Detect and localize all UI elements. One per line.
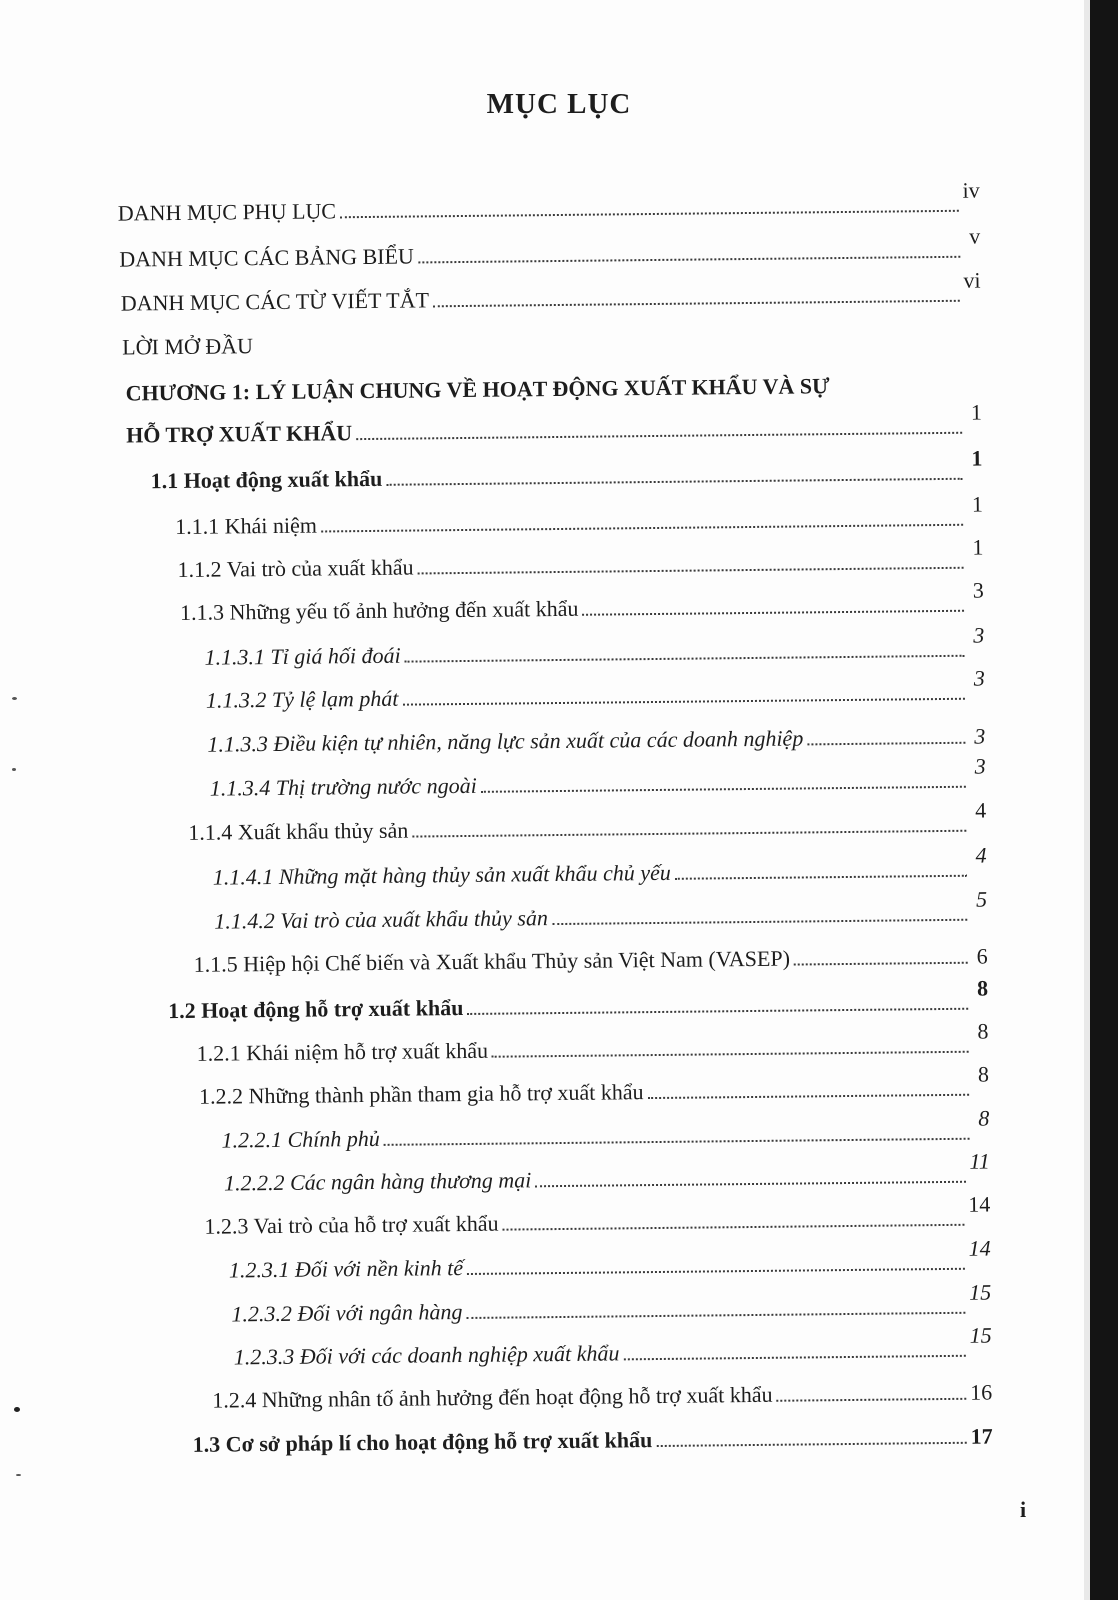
toc-entry-page: 16 xyxy=(970,1379,993,1405)
toc-entry-1-1-2[interactable] xyxy=(177,534,984,583)
toc-entry-text: HỖ TRỢ XUẤT KHẨU xyxy=(126,420,353,448)
toc-entry-text: 1.1.4.1 Những mặt hàng thủy sản xuất khẩu chủ yếu xyxy=(212,859,671,890)
toc-entry-chapter-1-cont[interactable] xyxy=(126,399,983,449)
dot-leader xyxy=(807,742,965,746)
scan-speck xyxy=(12,768,16,771)
toc-entry-text: DANH MỤC CÁC TỪ VIẾT TẮT xyxy=(120,287,430,316)
toc-entry-page: 1 xyxy=(972,534,984,560)
toc-entry-text: 1.3 Cơ sở pháp lí cho hoạt động hỗ trợ xuất khẩu xyxy=(192,1427,653,1457)
toc-entry-page: 1 xyxy=(971,491,984,517)
toc-entry-text: 1.1.1 Khái niệm xyxy=(174,512,318,540)
toc-entry-text: 1.2.3 Vai trò của hỗ trợ xuất khẩu xyxy=(204,1210,499,1239)
toc-entry-table-list[interactable] xyxy=(119,223,981,273)
dot-leader xyxy=(321,524,963,533)
dot-leader xyxy=(503,1224,965,1231)
dot-leader xyxy=(467,1268,965,1275)
toc-entry-text: 1.1.3.2 Tỷ lệ lạm phát xyxy=(205,685,399,713)
toc-entry-1-2-3-3[interactable] xyxy=(233,1322,992,1371)
dot-leader xyxy=(340,210,959,218)
toc-entry-1-1-3-4[interactable] xyxy=(209,753,986,802)
toc-entry-1-1-3-1[interactable] xyxy=(204,622,985,671)
dot-leader xyxy=(356,432,962,440)
dot-leader xyxy=(675,875,967,880)
toc-entry-1-2-3-1[interactable] xyxy=(228,1235,991,1284)
toc-entry-1-2-2-1[interactable] xyxy=(221,1105,990,1154)
toc-entry-text: 1.1.5 Hiệp hội Chế biến và Xuất khẩu Thủy sản Việt Nam (VASEP) xyxy=(193,945,791,977)
dot-leader xyxy=(418,567,964,575)
toc-entry-page: 8 xyxy=(977,1018,989,1044)
toc-entry-1-2-3-2[interactable] xyxy=(231,1279,992,1328)
toc-entry-1-2-3[interactable] xyxy=(204,1191,991,1240)
toc-entry-text: 1.1.3 Những yếu tố ảnh hưởng đến xuất khẩu xyxy=(179,595,579,625)
scan-speck xyxy=(16,1474,21,1476)
dot-leader xyxy=(412,830,966,838)
toc-entry-page: 17 xyxy=(970,1423,993,1449)
dot-leader xyxy=(582,610,964,616)
scan-speck xyxy=(14,1407,20,1412)
toc-entry-text: DANH MỤC CÁC BẢNG BIỂU xyxy=(119,243,415,272)
toc-entry-1-2-2[interactable] xyxy=(198,1061,990,1110)
toc-entry-text: 1.2.2.1 Chính phủ xyxy=(221,1125,380,1153)
toc-entry-page: 15 xyxy=(969,1322,992,1348)
toc-entry-1-1-5[interactable] xyxy=(194,940,988,978)
toc-entry-text: 1.2.3.2 Đối với ngân hàng xyxy=(231,1299,463,1327)
toc-entry-1-1-3-2[interactable] xyxy=(205,665,985,714)
toc-entry-1-1-4-1[interactable] xyxy=(212,842,987,891)
dot-leader xyxy=(386,478,962,486)
toc-entry-page: v xyxy=(968,223,981,249)
toc-entry-text: 1.1 Hoạt động xuất khẩu xyxy=(150,465,383,494)
dot-leader xyxy=(648,1094,969,1099)
toc-entry-page: 3 xyxy=(974,723,986,749)
toc-entry-section-1-1[interactable] xyxy=(150,445,983,495)
toc-entry-1-2-1[interactable] xyxy=(196,1018,989,1067)
toc-entry-abbreviations[interactable] xyxy=(120,267,981,317)
dot-leader xyxy=(433,300,960,308)
toc-entry-page: 8 xyxy=(977,1061,990,1087)
dot-leader xyxy=(481,786,966,793)
toc-entry-page: 3 xyxy=(974,753,986,779)
toc-entry-page: 15 xyxy=(969,1279,992,1305)
toc-entry-page: 1 xyxy=(971,445,983,471)
dot-leader xyxy=(535,1181,965,1188)
dot-leader xyxy=(467,1312,966,1319)
toc-entry-page: 8 xyxy=(976,975,989,1001)
toc-entry-1-1-3-3[interactable] xyxy=(207,720,985,758)
toc-entry-text: 1.2 Hoạt động hỗ trợ xuất khẩu xyxy=(168,995,464,1024)
toc-entry-text: 1.1.3.3 Điều kiện tự nhiên, năng lực sản xuất của các doanh nghiệp xyxy=(207,725,804,757)
toc-entry-text: 1.1.4.2 Vai trò của xuất khẩu thủy sản xyxy=(214,905,549,934)
toc-entry-page: 4 xyxy=(975,842,987,868)
toc-entry-text: 1.2.3.1 Đối với nền kinh tế xyxy=(228,1255,464,1283)
toc-entry-page: 3 xyxy=(973,665,985,691)
dot-leader xyxy=(794,962,968,966)
scan-speck xyxy=(12,697,17,700)
toc-entry-text: 1.1.4 Xuất khẩu thủy sản xyxy=(188,817,409,845)
toc-entry-text: CHƯƠNG 1: LÝ LUẬN CHUNG VỀ HOẠT ĐỘNG XUẤT KHẨU VÀ SỰ xyxy=(125,373,830,406)
toc-entry-section-1-3[interactable] xyxy=(193,1420,993,1458)
toc-entry-page: 14 xyxy=(968,1191,991,1217)
toc-entry-page: 1 xyxy=(970,399,983,425)
dot-leader xyxy=(418,256,960,264)
toc-entry-text: LỜI MỞ ĐẦU xyxy=(122,333,254,360)
toc-entry-page: 3 xyxy=(973,622,985,648)
toc-entry-page: 3 xyxy=(972,577,984,603)
toc-entry-page: 14 xyxy=(968,1235,991,1261)
dot-leader xyxy=(384,1138,970,1146)
toc-entry-page: 6 xyxy=(976,943,988,969)
toc-entry-page: 11 xyxy=(969,1148,990,1174)
toc-entry-text: 1.2.1 Khái niệm hỗ trợ xuất khẩu xyxy=(196,1037,489,1066)
dot-leader xyxy=(402,698,964,706)
toc-entry-introduction[interactable] xyxy=(122,322,981,361)
dot-leader xyxy=(656,1442,966,1447)
dot-leader xyxy=(492,1051,969,1058)
toc-entry-page: vi xyxy=(963,267,981,293)
dot-leader xyxy=(552,919,967,925)
toc-entry-text: 1.1.2 Vai trò của xuất khẩu xyxy=(177,554,414,582)
dot-leader xyxy=(467,1008,968,1015)
toc-entry-page: iv xyxy=(962,177,980,203)
toc-entry-page: 8 xyxy=(978,1105,990,1131)
toc-entry-text: 1.2.4 Những nhân tố ảnh hưởng đến hoạt động hỗ trợ xuất khẩu xyxy=(212,1381,773,1413)
toc-entry-1-1-1[interactable] xyxy=(174,491,984,540)
toc-entry-text: 1.2.2.2 Các ngân hàng thương mại xyxy=(223,1167,532,1196)
toc-entry-text: 1.1.3.4 Thị trường nước ngoài xyxy=(209,772,477,801)
toc-entry-text: 1.1.3.1 Tỉ giá hối đoái xyxy=(204,642,401,670)
toc-entry-1-1-3[interactable] xyxy=(179,577,984,626)
dot-leader xyxy=(624,1355,966,1361)
page-title: MỤC LỤC xyxy=(486,88,632,120)
page-number: i xyxy=(1020,1497,1027,1522)
dot-leader xyxy=(405,655,965,663)
toc-entry-1-1-4-2[interactable] xyxy=(214,886,988,935)
toc-entry-text: DANH MỤC PHỤ LỤC xyxy=(117,198,337,226)
toc-entry-1-2-4[interactable] xyxy=(212,1376,992,1414)
toc-entry-chapter-1[interactable] xyxy=(126,368,982,407)
toc-entry-section-1-2[interactable] xyxy=(168,975,989,1025)
toc-entry-page: 4 xyxy=(974,797,987,823)
toc-entry-text: 1.2.3.3 Đối với các doanh nghiệp xuất khẩu xyxy=(233,1340,620,1370)
toc-entry-text: 1.2.2 Những thành phần tham gia hỗ trợ xuất khẩu xyxy=(198,1079,644,1109)
dot-leader xyxy=(777,1398,967,1402)
toc-entry-appendix-list[interactable] xyxy=(117,177,980,227)
toc-entry-1-2-2-2[interactable] xyxy=(223,1148,990,1197)
toc-entry-1-1-4[interactable] xyxy=(188,797,987,846)
toc-entry-page: 5 xyxy=(975,886,988,912)
